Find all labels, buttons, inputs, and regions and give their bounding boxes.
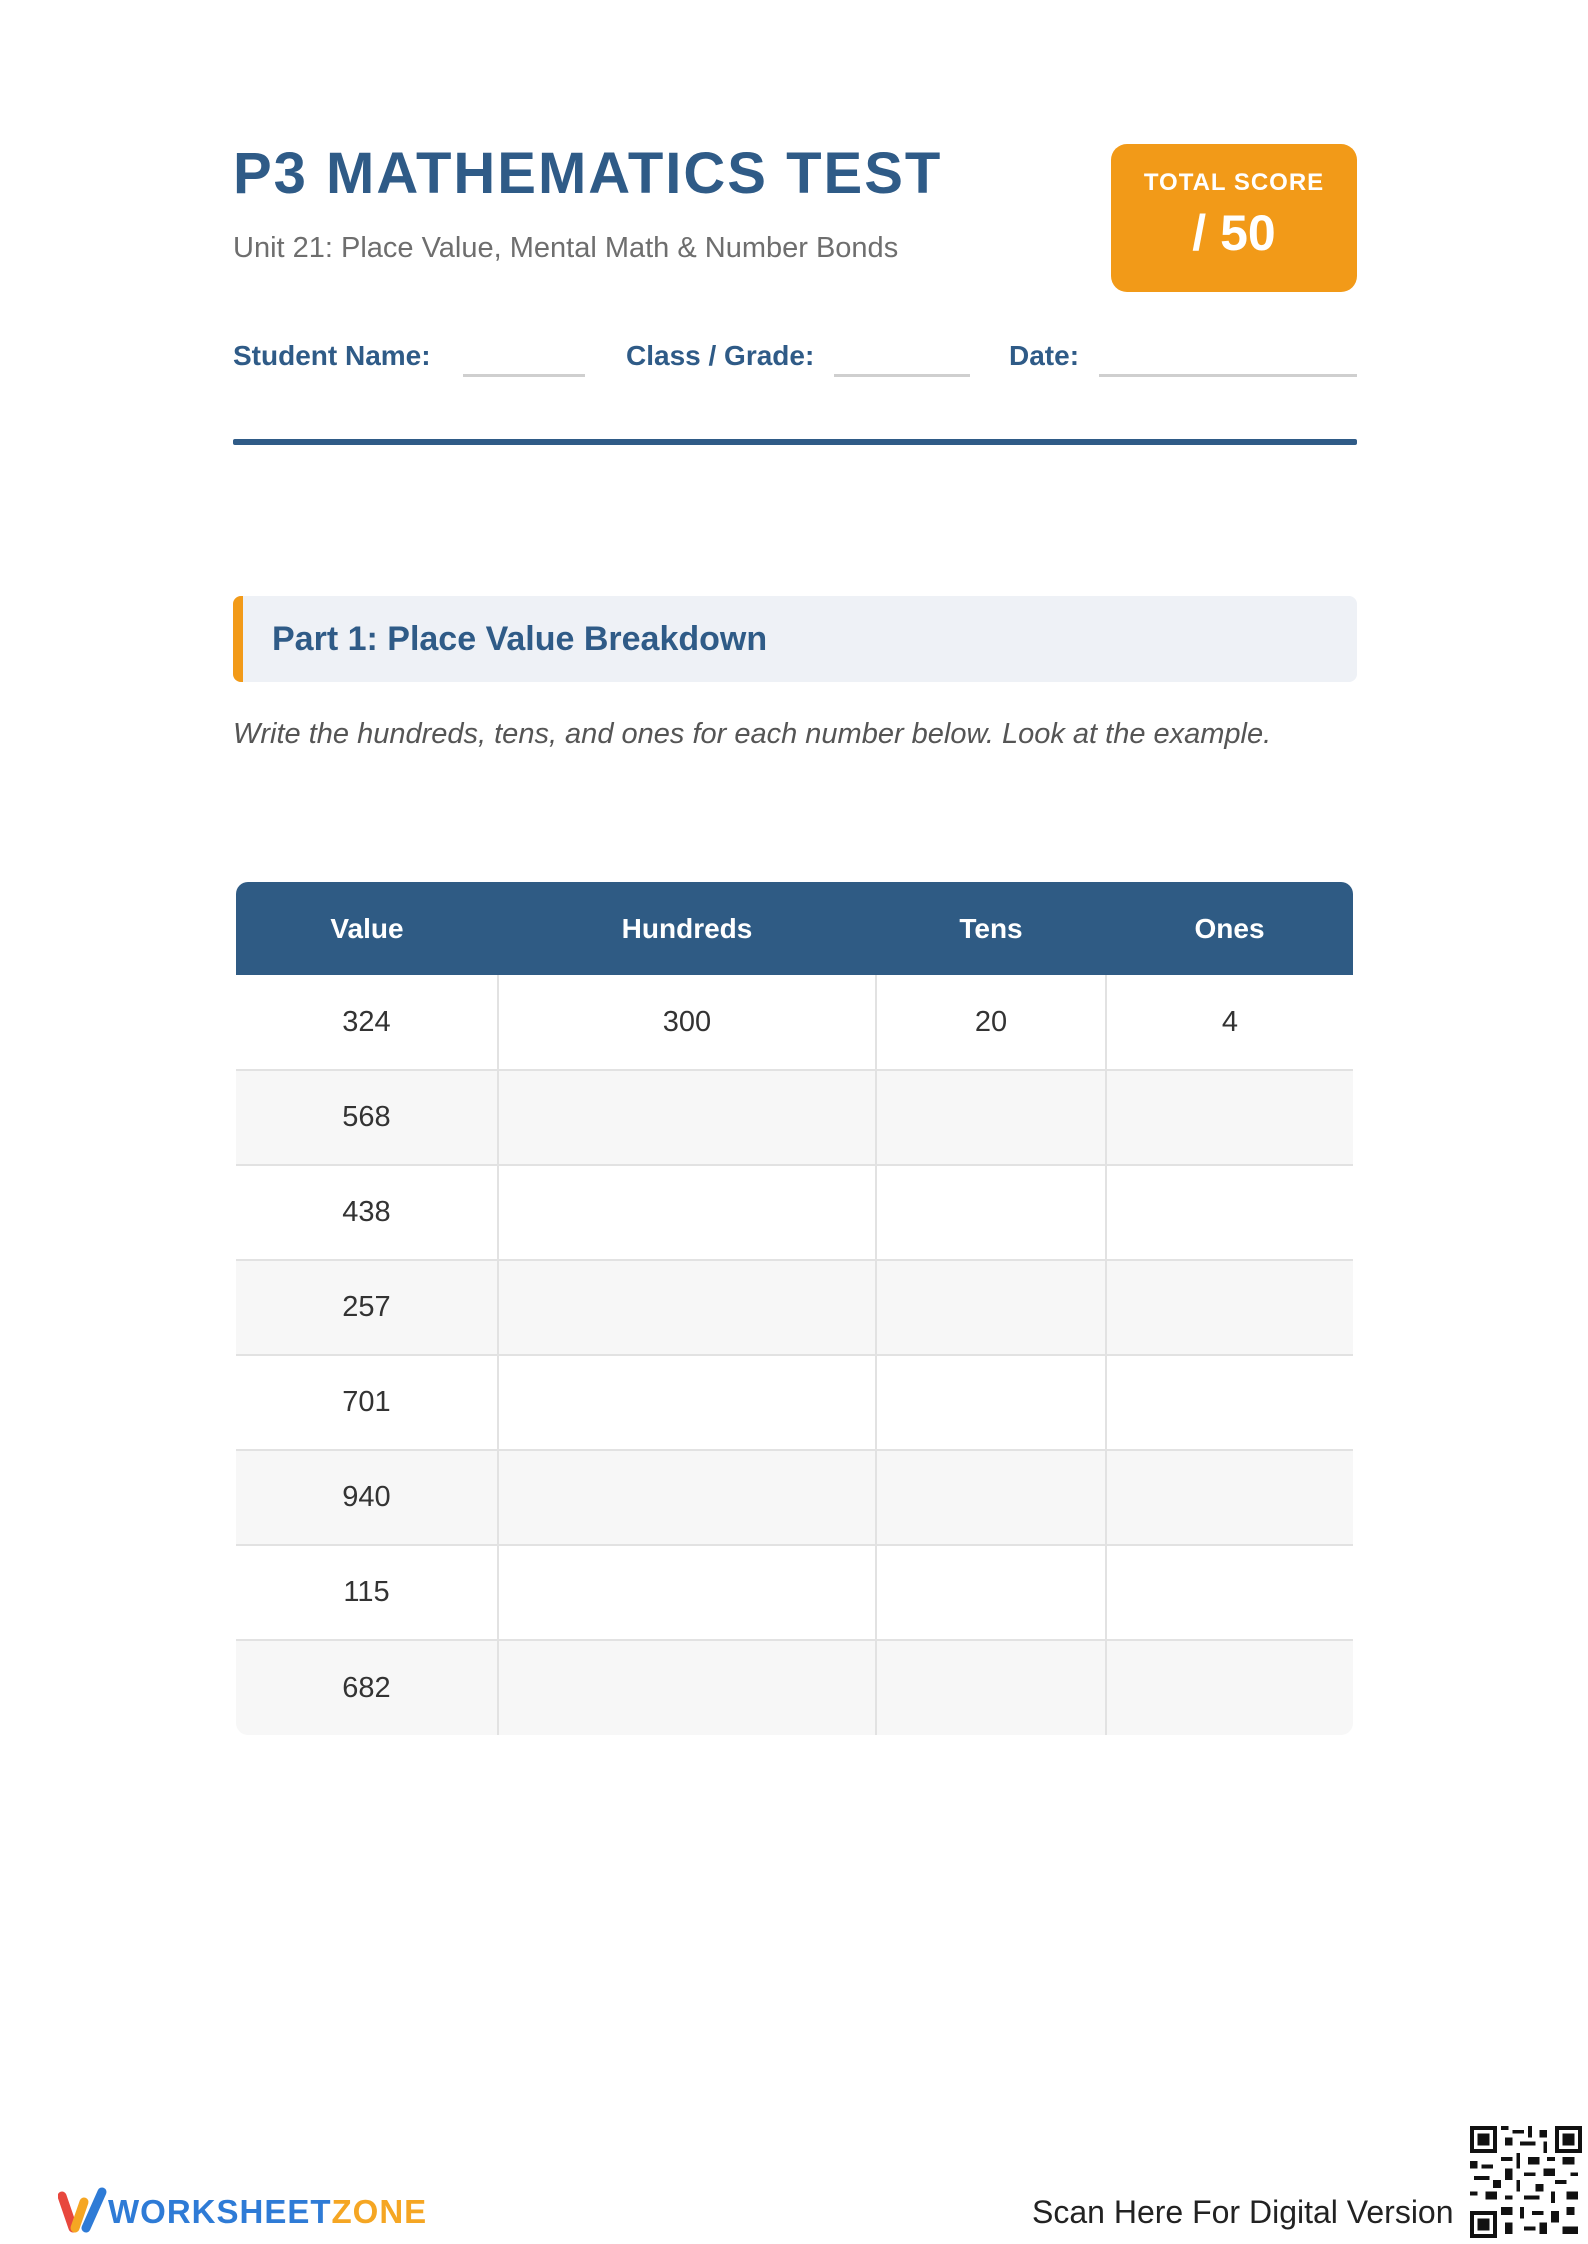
hundreds-cell[interactable] [498,1260,876,1355]
table-row [236,1545,1353,1640]
hundreds-cell[interactable] [498,1640,876,1735]
section-instructions: Write the hundreds, tens, and ones for each number below. Look at the example. [233,718,1272,750]
total-score-value: / 50 [1192,205,1276,261]
scan-instruction: Scan Here For Digital Version [1032,2194,1454,2230]
hundreds-cell: 300 [498,975,876,1070]
student-name-line[interactable] [463,374,585,377]
tens-cell[interactable] [876,1545,1106,1640]
header-divider [233,439,1357,445]
page-subtitle: Unit 21: Place Value, Mental Math & Number Bonds [233,232,899,264]
value-cell: 568 [236,1070,498,1165]
value-cell: 115 [236,1545,498,1640]
hundreds-cell[interactable] [498,1355,876,1450]
section-title: Part 1: Place Value Breakdown [272,620,768,658]
worksheet-header [233,140,1357,446]
value-cell: 701 [236,1355,498,1450]
student-name-label: Student Name: [233,340,431,371]
value-cell: 682 [236,1640,498,1735]
qr-code-icon[interactable] [1470,2126,1582,2238]
class-grade-line[interactable] [834,374,970,377]
ones-cell[interactable] [1106,1545,1353,1640]
page-title: P3 MATHEMATICS TEST [233,141,943,206]
header-ones: Ones [1106,882,1353,975]
tens-cell[interactable] [876,1355,1106,1450]
worksheetzone-logo-icon [58,2184,108,2236]
header-value: Value [236,882,498,975]
ones-cell: 4 [1106,975,1353,1070]
hundreds-cell[interactable] [498,1450,876,1545]
total-score-box [1111,144,1357,292]
place-value-table [236,882,1353,1735]
table-row [236,1640,1353,1735]
ones-cell[interactable] [1106,1070,1353,1165]
worksheetzone-logo[interactable] [58,2184,438,2236]
header-hundreds: Hundreds [498,882,876,975]
class-grade-label: Class / Grade: [626,340,815,371]
total-score-label: TOTAL SCORE [1143,169,1325,196]
table-row [236,1070,1353,1165]
hundreds-cell[interactable] [498,1165,876,1260]
section-accent-bar [233,596,243,682]
table-row [236,1450,1353,1545]
tens-cell[interactable] [876,1070,1106,1165]
hundreds-cell[interactable] [498,1070,876,1165]
ones-cell[interactable] [1106,1450,1353,1545]
ones-cell[interactable] [1106,1355,1353,1450]
ones-cell[interactable] [1106,1165,1353,1260]
tens-cell[interactable] [876,1640,1106,1735]
value-cell: 438 [236,1165,498,1260]
tens-cell[interactable] [876,1450,1106,1545]
logo-wordmark [108,2192,427,2232]
table-row [236,1260,1353,1355]
table-row [236,975,1353,1070]
value-cell: 324 [236,975,498,1070]
logo-word-worksheet: WORKSHEET [108,2193,332,2230]
table-row [236,1355,1353,1450]
tens-cell: 20 [876,975,1106,1070]
tens-cell[interactable] [876,1165,1106,1260]
header-tens: Tens [876,882,1106,975]
table-row [236,1165,1353,1260]
ones-cell[interactable] [1106,1260,1353,1355]
value-cell: 940 [236,1450,498,1545]
date-label: Date: [1009,340,1080,371]
tens-cell[interactable] [876,1260,1106,1355]
logo-word-zone: ZONE [331,2193,428,2230]
student-info-fields [233,338,1357,382]
section-header-part1 [233,596,1357,682]
ones-cell[interactable] [1106,1640,1353,1735]
date-line[interactable] [1099,374,1357,377]
hundreds-cell[interactable] [498,1545,876,1640]
value-cell: 257 [236,1260,498,1355]
table-header-row [236,882,1353,975]
